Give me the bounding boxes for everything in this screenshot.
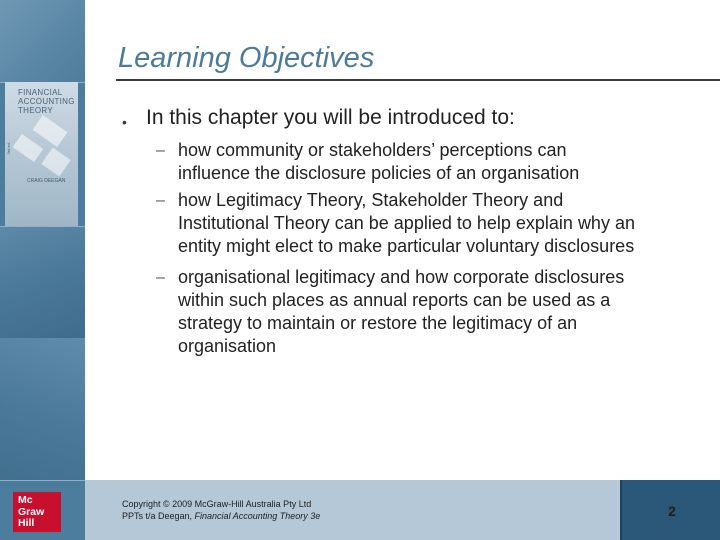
sub-bullet-line: within such places as annual reports can be used as a: [178, 290, 611, 310]
dash-icon: –: [156, 192, 165, 209]
sub-bullet-line: entity might elect to make particular voluntary disclosures: [178, 236, 635, 256]
lead-bullet-text: In this chapter you will be introduced to:: [146, 106, 515, 129]
sidebar-divider: [0, 480, 85, 481]
title-underline: [116, 79, 720, 81]
book-cover-spine: 3rd ed.: [6, 142, 11, 155]
copyright-line: Copyright © 2009 McGraw-Hill Australia Pty Ltd: [122, 499, 312, 509]
page-number: 2: [668, 503, 676, 519]
mcgraw-hill-logo: Mc Graw Hill: [13, 492, 61, 532]
book-cover-author: CRAIG DEEGAN: [27, 178, 66, 184]
sub-bullet-line: influence the disclosure policies of an organisation: [178, 163, 580, 183]
copyright-line: PPTs t/a Deegan, Financial Accounting Theory 3e: [122, 511, 321, 521]
sub-bullet-line: how Legitimacy Theory, Stakeholder Theory and: [178, 190, 564, 210]
bullet-icon: •: [122, 114, 127, 130]
dash-icon: –: [156, 269, 165, 286]
sidebar-tile-top: [0, 0, 85, 82]
book-cover: [5, 82, 78, 226]
sub-bullet-item: [156, 266, 718, 358]
sub-bullet-item: [156, 139, 718, 185]
sub-bullet-line: organisational legitimacy and how corporate disclosures: [178, 267, 625, 287]
book-cover-title: FINANCIAL ACCOUNTING THEORY: [18, 88, 75, 115]
sub-bullet-line: strategy to maintain or restore the legitimacy of an: [178, 313, 578, 333]
sidebar: [0, 0, 85, 540]
dash-icon: –: [156, 142, 165, 159]
sub-bullet-line: Institutional Theory can be applied to help explain why an: [178, 213, 635, 233]
footer-divider: [620, 480, 622, 540]
copyright-notice: [122, 498, 320, 522]
sidebar-tile-middle: [0, 226, 85, 338]
sub-bullet-item: [156, 189, 718, 258]
sidebar-divider: [0, 226, 85, 227]
sub-bullet-line: how community or stakeholders’ perceptions can: [178, 140, 567, 160]
sub-bullet-line: organisation: [178, 336, 277, 356]
slide-title: Learning Objectives: [118, 42, 375, 74]
sidebar-tile-bottom: [0, 338, 85, 480]
